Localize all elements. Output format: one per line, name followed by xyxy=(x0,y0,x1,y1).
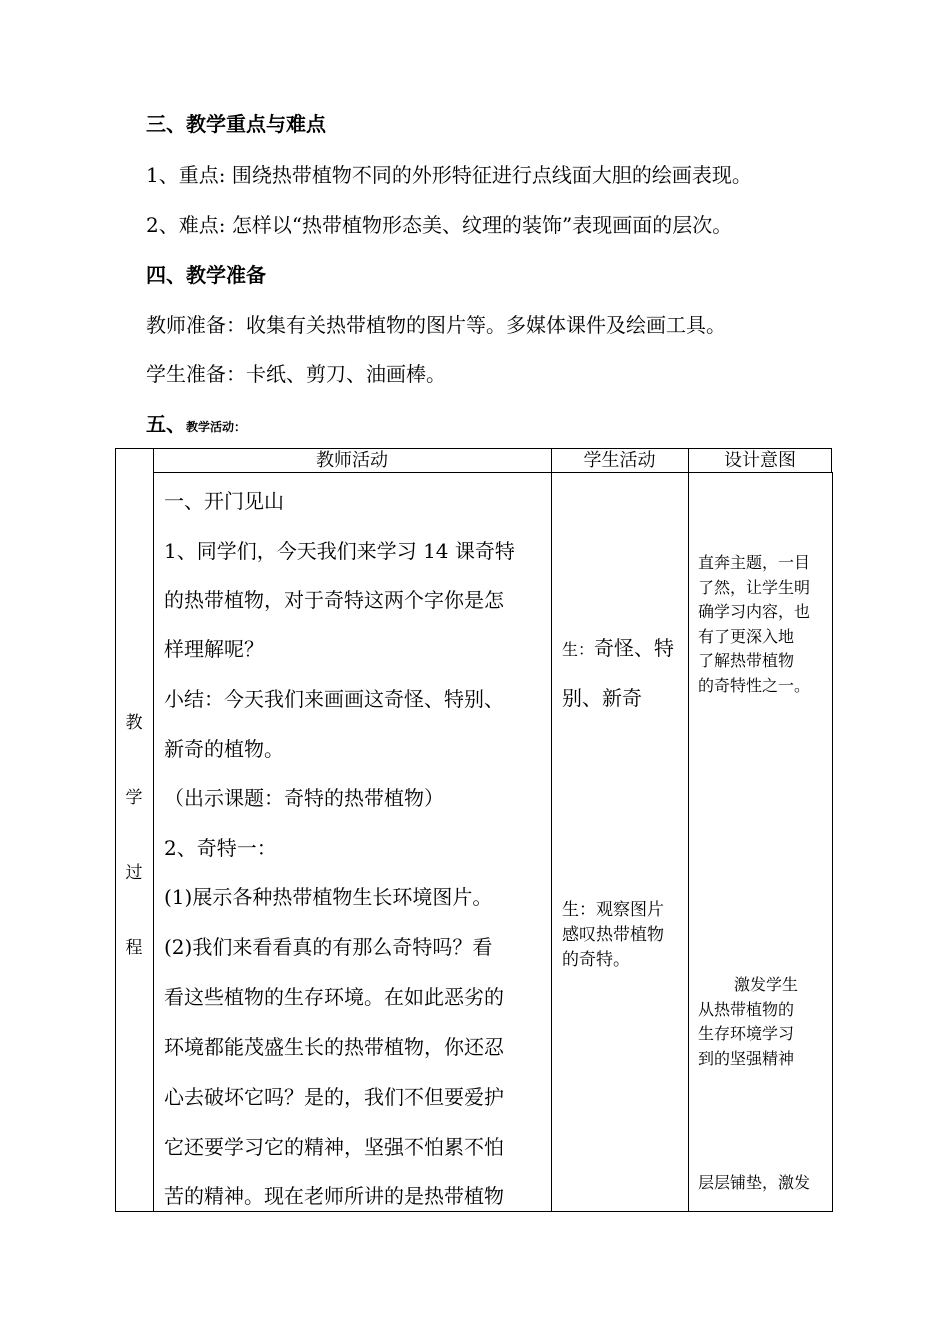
design-note-1 xyxy=(698,551,826,698)
design-note-2-line: 生存环境学习 xyxy=(698,1024,795,1043)
section4-heading: 四、教学准备 xyxy=(146,263,266,287)
teacher-line: (1)展示各种热带植物生长环境图片。 xyxy=(164,885,493,909)
student-note-1-line xyxy=(562,632,674,661)
teacher-line: 1、同学们，今天我们来学习 14 课奇特 xyxy=(164,539,515,563)
design-note-1-line: 确学习内容，也 xyxy=(698,602,811,621)
section5-heading-number: 五、 xyxy=(146,412,186,436)
teacher-line: 小结：今天我们来画画这奇怪、特别、 xyxy=(164,687,504,711)
teacher-line: 环境都能茂盛生长的热带植物，你还忍 xyxy=(164,1035,504,1059)
design-note-2-line: 激发学生 xyxy=(734,975,799,994)
teacher-line: 新奇的植物。 xyxy=(164,737,284,761)
teacher-line: 看这些植物的生存环境。在如此恶劣的 xyxy=(164,985,504,1009)
side-label-char: 教 xyxy=(125,713,143,733)
student-preparation: 学生准备：卡纸、剪刀、油画棒。 xyxy=(146,362,446,386)
section3-heading: 三、教学重点与难点 xyxy=(146,112,326,136)
student-note-text: 奇怪、特 xyxy=(594,636,675,660)
design-note-2 xyxy=(698,973,826,1071)
teacher-preparation: 教师准备：收集有关热带植物的图片等。多媒体课件及绘画工具。 xyxy=(146,313,726,337)
student-note-1-line: 别、新奇 xyxy=(562,686,642,710)
design-note-2-line: 到的坚强精神 xyxy=(698,1048,795,1068)
header-teacher-activity: 教师活动 xyxy=(316,450,388,471)
header-design-intent: 设计意图 xyxy=(724,450,796,471)
student-note-2-line: 生：观察图片 xyxy=(562,900,664,920)
teacher-line: 苦的精神。现在老师所讲的是热带植物 xyxy=(164,1184,504,1208)
teacher-line: 的热带植物，对于奇特这两个字你是怎 xyxy=(164,588,504,612)
design-note-3 xyxy=(698,1171,826,1196)
design-note-2-line: 从热带植物的 xyxy=(698,999,795,1019)
design-note-1-line: 直奔主题，一目 xyxy=(698,553,811,572)
design-note-1-line: 了解热带植物 xyxy=(698,651,795,670)
design-note-1-line: 了然，让学生明 xyxy=(698,577,811,597)
design-note-1-line: 有了更深入地 xyxy=(698,626,795,646)
design-note-1-line: 的奇特性之一。 xyxy=(698,675,811,695)
student-note-2 xyxy=(562,898,664,973)
side-label-char: 过 xyxy=(125,863,143,883)
header-student-activity: 学生活动 xyxy=(583,450,656,471)
teacher-line: 心去破坏它吗？是的，我们不但要爱护 xyxy=(164,1085,504,1109)
difficult-point: 2、难点: 怎样以“热带植物形态美、纹理的装饰”表现画面的层次。 xyxy=(146,213,733,237)
section5-heading-text: 教学活动： xyxy=(186,420,247,434)
design-note-3-line: 层层铺垫，激发 xyxy=(698,1173,811,1192)
teacher-line: （出示课题：奇特的热带植物） xyxy=(164,786,444,810)
key-point: 1、重点: 围绕热带植物不同的外形特征进行点线面大胆的绘画表现。 xyxy=(146,163,752,187)
student-note-prefix: 生： xyxy=(562,640,595,659)
side-label-char: 学 xyxy=(125,788,143,808)
teacher-line: 它还要学习它的精神，坚强不怕累不怕 xyxy=(164,1135,504,1159)
teacher-line: 2、奇特一： xyxy=(164,836,277,860)
student-note-2-line: 感叹热带植物 xyxy=(562,925,664,945)
teacher-line: (2)我们来看看真的有那么奇特吗？看 xyxy=(164,935,493,959)
section5-heading xyxy=(146,408,246,437)
student-note-2-line: 的奇特。 xyxy=(562,950,630,970)
teacher-line: 一、开门见山 xyxy=(164,489,284,513)
teacher-line: 样理解呢？ xyxy=(164,637,264,661)
side-label-char: 程 xyxy=(125,938,143,958)
